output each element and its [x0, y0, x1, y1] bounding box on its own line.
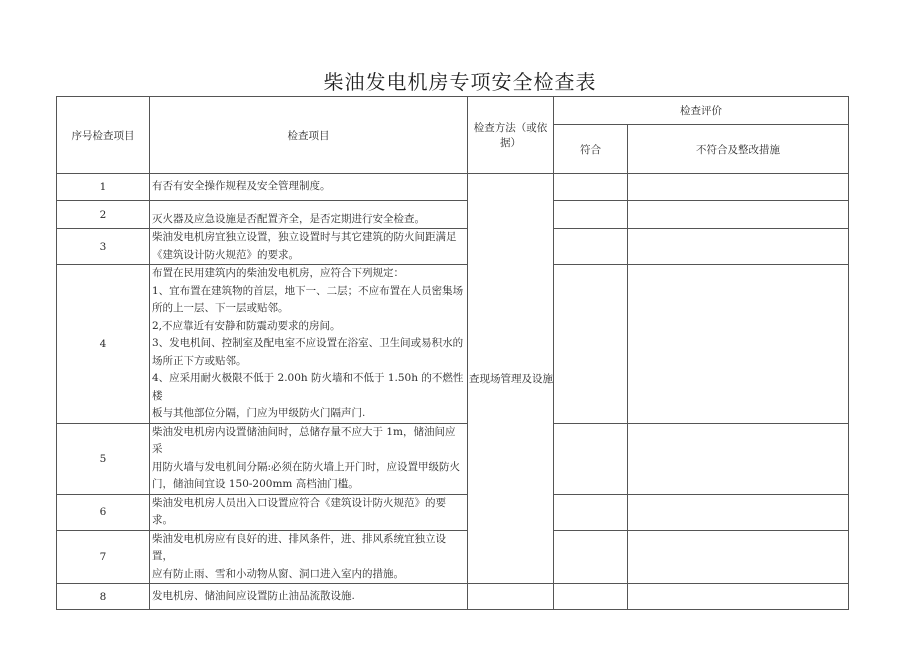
item-line: 柴油发电机房应有良好的进、排风条件，进、排风系统宜独立设置，: [152, 532, 446, 562]
item-line: 应有防止雨、雪和小动物从窗、洞口进入室内的措施。: [152, 567, 404, 580]
conform-cell[interactable]: [554, 530, 628, 584]
row-number: 7: [57, 530, 150, 584]
inspection-table: [56, 96, 849, 610]
row-item-text: [150, 584, 468, 610]
item-line: 有否有安全操作规程及安全管理制度。: [152, 180, 331, 193]
conform-cell[interactable]: [554, 229, 628, 265]
header-nonconform: 不符合及整改措施: [628, 125, 849, 174]
table-row: [57, 201, 849, 229]
conform-cell[interactable]: [554, 265, 628, 424]
row-item-text: [150, 201, 468, 229]
conform-cell[interactable]: [554, 584, 628, 610]
row-item-text: [150, 423, 468, 494]
row-number: 6: [57, 494, 150, 530]
item-line: 1、宜布置在建筑物的首层，地下一、二层；不应布置在人员密集场: [152, 284, 464, 297]
header-seq: 序号检查项目: [57, 97, 150, 174]
method-text: 查现场管理及设施: [469, 372, 553, 385]
nonconform-cell[interactable]: [628, 423, 849, 494]
item-line: 场所正下方或贴邻。: [152, 354, 247, 367]
nonconform-cell[interactable]: [628, 229, 849, 265]
table-row: [57, 229, 849, 265]
row-item-text: [150, 530, 468, 584]
header-row-top: [57, 97, 849, 125]
table-row: [57, 174, 849, 201]
item-line: 柴油发电机房宜独立设置，独立设置时与其它建筑的防火间距满足: [152, 231, 457, 243]
table-row: [57, 265, 849, 424]
item-line: 柴油发电机房人员出入口设置应符合《建筑设计防火规范》的要求。: [152, 496, 446, 526]
nonconform-cell[interactable]: [628, 530, 849, 584]
header-item: 检查项目: [150, 97, 468, 174]
conform-cell[interactable]: [554, 174, 628, 201]
item-line: 《建筑设计防火规范》的要求。: [152, 248, 299, 261]
item-line: 3、发电机间、控制室及配电室不应设置在浴室、卫生间或易积水的: [152, 337, 464, 349]
row-item-text: [150, 229, 468, 265]
conform-cell[interactable]: [554, 494, 628, 530]
header-evaluation: 检查评价: [554, 97, 849, 125]
row-number: 1: [57, 174, 150, 201]
table-row: [57, 530, 849, 584]
table-row: [57, 584, 849, 610]
row-item-text: [150, 174, 468, 201]
row-number: 3: [57, 229, 150, 265]
nonconform-cell[interactable]: [628, 584, 849, 610]
item-line: 2,不应靠近有安静和防震动要求的房间。: [152, 319, 341, 332]
document-title: 柴油发电机房专项安全检查表: [323, 70, 597, 94]
header-method: 检查方法（或依据）: [468, 97, 554, 174]
item-line: 4、应采用耐火极限不低于 2.00h 防火墙和不低于 1.50h 的不燃性楼: [152, 372, 464, 402]
header-conform: 符合: [554, 125, 628, 174]
item-line: 板与其他部位分隔，门应为甲级防火门隔声门.: [152, 407, 366, 419]
row-number: 4: [57, 265, 150, 424]
item-line: 灭火器及应急设施是否配置齐全，是否定期进行安全检查。: [152, 212, 425, 225]
table-row: [57, 423, 849, 494]
row-number: 2: [57, 201, 150, 229]
method-cell-empty: [468, 584, 554, 610]
item-line: 发电机房、储油间应设置防止油品流散设施.: [152, 589, 355, 602]
nonconform-cell[interactable]: [628, 494, 849, 530]
conform-cell[interactable]: [554, 201, 628, 229]
row-number: 8: [57, 584, 150, 610]
item-line: 所的上一层、下一层或贴邻。: [152, 302, 289, 314]
row-number: 5: [57, 423, 150, 494]
item-line: 用防火墙与发电机间分隔:必须在防火墙上开门时，应设置甲级防火: [152, 460, 461, 473]
nonconform-cell[interactable]: [628, 265, 849, 424]
nonconform-cell[interactable]: [628, 174, 849, 201]
item-line: 布置在民用建筑内的柴油发电机房，应符合下列规定：: [152, 267, 404, 279]
nonconform-cell[interactable]: [628, 201, 849, 229]
item-line: 门，储油间宜设 150-200mm 高档油门槛。: [152, 478, 359, 490]
conform-cell[interactable]: [554, 423, 628, 494]
table-row: [57, 494, 849, 530]
row-item-text: [150, 494, 468, 530]
item-line: 柴油发电机房内设置储油间时，总储存量不应大于 1m，储油间应采: [152, 425, 456, 455]
method-cell: [468, 174, 554, 584]
row-item-text: [150, 265, 468, 424]
